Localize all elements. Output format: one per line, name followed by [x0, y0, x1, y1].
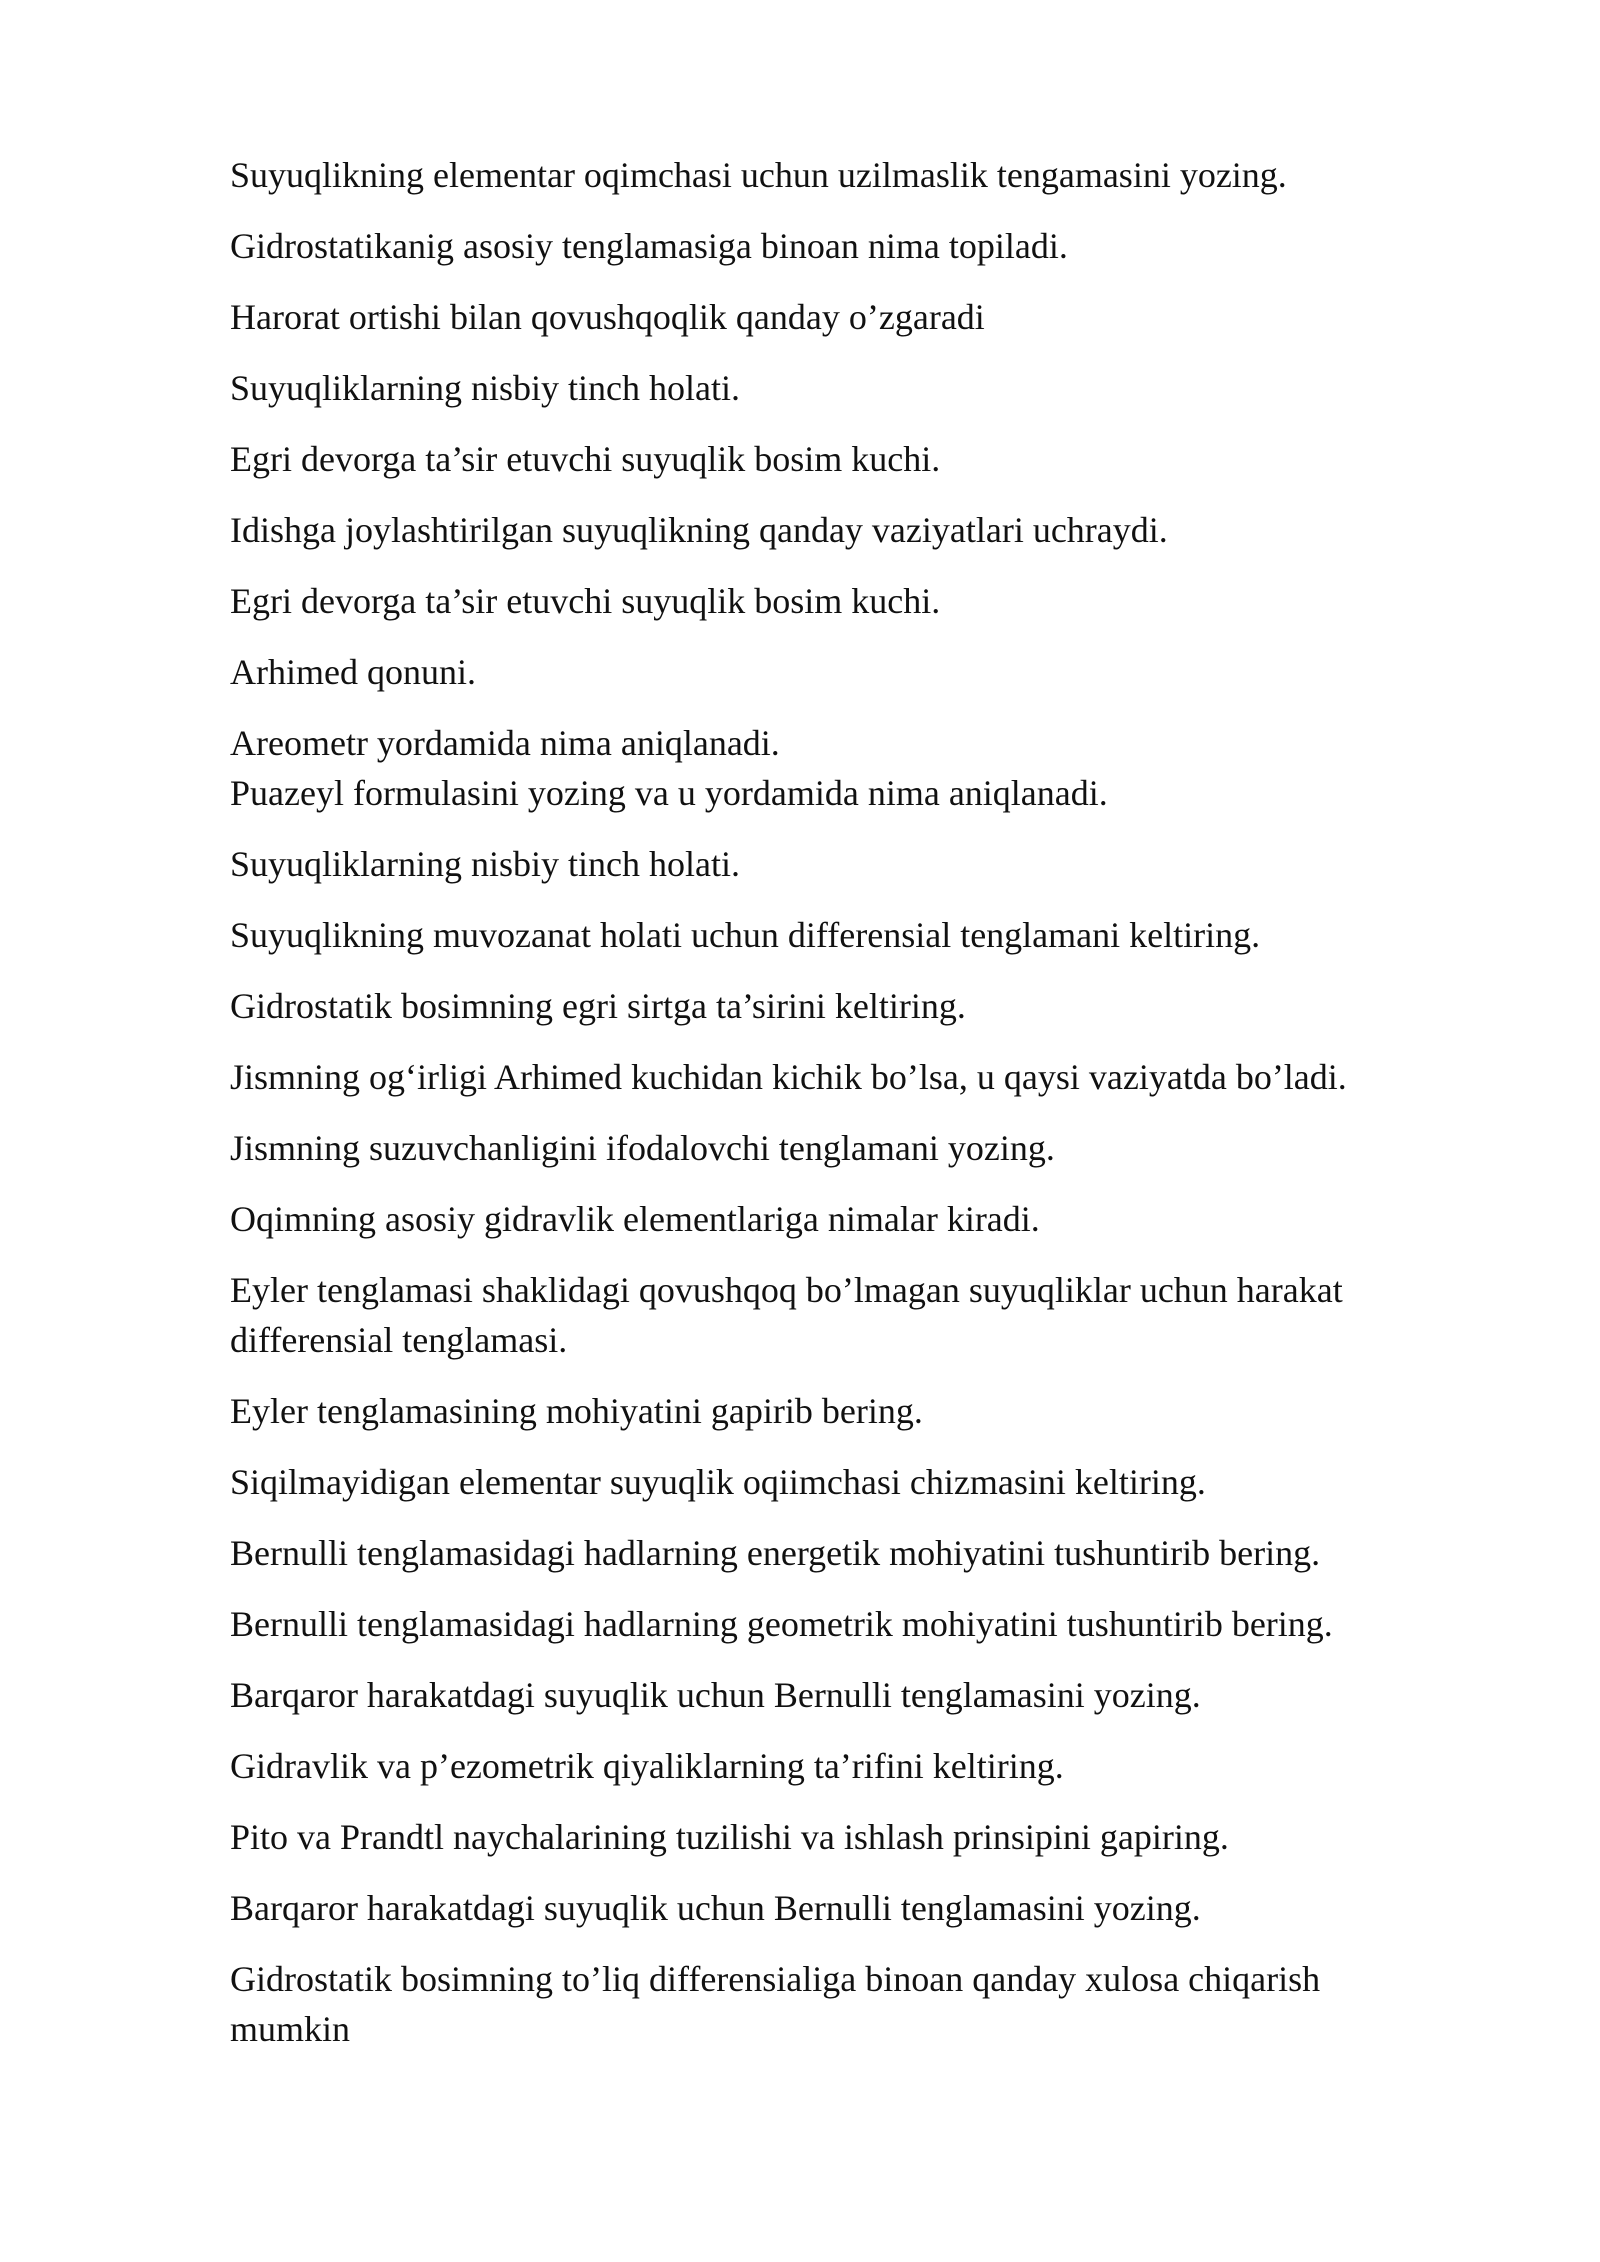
question-line: Suyuqliklarning nisbiy tinch holati.	[230, 844, 740, 884]
question-line: Suyuqliklarning nisbiy tinch holati.	[230, 368, 740, 408]
question-line: Gidrostatik bosimning egri sirtga ta’sirini keltiring.	[230, 986, 966, 1026]
question-line: Eyler tenglamasi shaklidagi qovushqoq bo’lmagan suyuqliklar uchun harakat differensial tenglamasi.	[230, 1270, 1343, 1360]
question-line: Barqaror harakatdagi suyuqlik uchun Bernulli tenglamasini yozing.	[230, 1888, 1201, 1928]
question-line: Arhimed qonuni.	[230, 652, 476, 692]
question-line: Areometr yordamida nima aniqlanadi.	[230, 723, 780, 763]
question-line: Oqimning asosiy gidravlik elementlariga nimalar kiradi.	[230, 1199, 1040, 1239]
question-line: Harorat ortishi bilan qovushqoqlik qanday o’zgaradi	[230, 297, 985, 337]
question-line: Jismning suzuvchanligini ifodalovchi tenglamani yozing.	[230, 1128, 1055, 1168]
question-line: Jismning og‘irligi Arhimed kuchidan kichik bo’lsa, u qaysi vaziyatda bo’ladi.	[230, 1057, 1347, 1097]
question-line: Idishga joylashtirilgan suyuqlikning qanday vaziyatlari uchraydi.	[230, 510, 1168, 550]
question-line: Puazeyl formulasini yozing va u yordamida nima aniqlanadi.	[230, 773, 1108, 813]
question-line: Gidrostatik bosimning to’liq differensialiga binoan qanday xulosa chiqarish mumkin	[230, 1959, 1321, 2049]
question-line: Gidrostatikanig asosiy tenglamasiga binoan nima topiladi.	[230, 226, 1068, 266]
question-line: Eyler tenglamasining mohiyatini gapirib bering.	[230, 1391, 923, 1431]
question-line: Egri devorga ta’sir etuvchi suyuqlik bosim kuchi.	[230, 581, 941, 621]
question-line: Suyuqlikning elementar oqimchasi uchun uzilmaslik tengamasini yozing.	[230, 155, 1287, 195]
question-line: Siqilmayidigan elementar suyuqlik oqiimchasi chizmasini keltiring.	[230, 1462, 1206, 1502]
question-line: Bernulli tenglamasidagi hadlarning energetik mohiyatini tushuntirib bering.	[230, 1533, 1321, 1573]
question-line: Egri devorga ta’sir etuvchi suyuqlik bosim kuchi.	[230, 439, 941, 479]
question-line: Bernulli tenglamasidagi hadlarning geometrik mohiyatini tushuntirib bering.	[230, 1604, 1333, 1644]
question-line: Suyuqlikning muvozanat holati uchun differensial tenglamani keltiring.	[230, 915, 1261, 955]
document-page	[230, 150, 1430, 2075]
question-line: Barqaror harakatdagi suyuqlik uchun Bernulli tenglamasini yozing.	[230, 1675, 1201, 1715]
question-line: Gidravlik va p’ezometrik qiyaliklarning ta’rifini keltiring.	[230, 1746, 1064, 1786]
question-line: Pito va Prandtl naychalarining tuzilishi va ishlash prinsipini gapiring.	[230, 1817, 1229, 1857]
